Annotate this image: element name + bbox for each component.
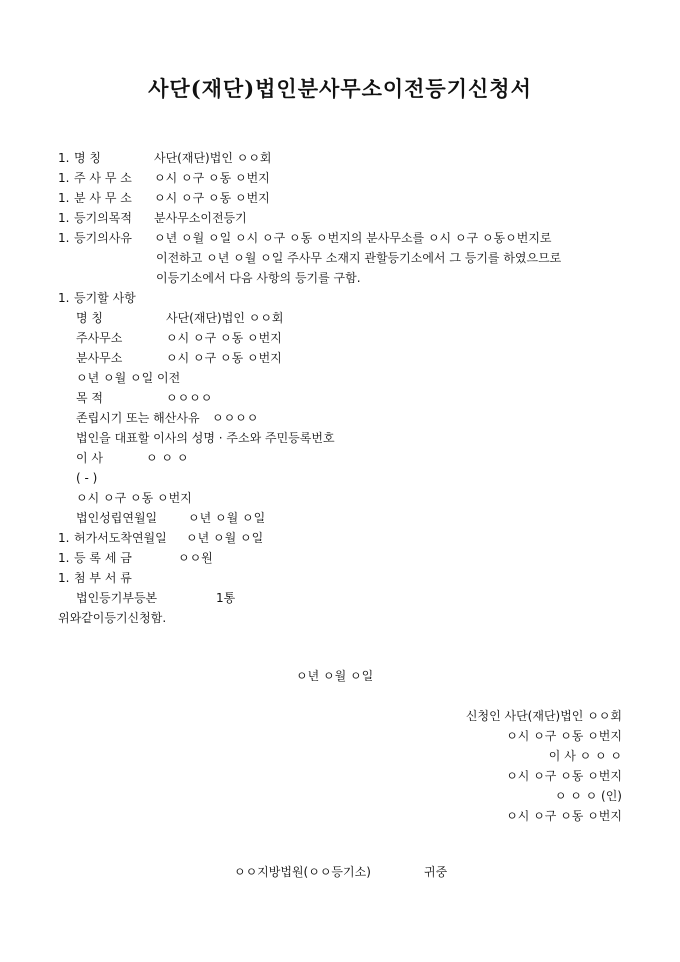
sub-value: ㅇ시 ㅇ구 ㅇ동 ㅇ번지: [166, 351, 282, 365]
director-seal: ㅇ ㅇ ㅇ (인): [554, 789, 622, 803]
document-title: 사단(재단)법인분사무소이전등기신청서: [148, 76, 532, 101]
sub-value: ㅇㅇㅇㅇ: [166, 391, 213, 405]
item-label: 등 록 세 금: [74, 551, 132, 565]
addressee-suffix: 귀중: [424, 865, 448, 879]
item-value: ㅇㅇ원: [178, 551, 213, 565]
item-label: 명 칭: [74, 151, 101, 165]
applicant-address: ㅇ시 ㅇ구 ㅇ동 ㅇ번지: [506, 729, 622, 743]
matters-purpose: [76, 392, 212, 404]
sub-label: 명 칭: [76, 311, 103, 325]
director-address: ㅇ시 ㅇ구 ㅇ동 ㅇ번지: [506, 769, 622, 783]
item-number: 1.: [58, 191, 70, 205]
item-value: 분사무소이전등기: [154, 211, 247, 225]
item-value: ㅇ시 ㅇ구 ㅇ동 ㅇ번지: [154, 191, 270, 205]
sub-label: 법인성립연월일: [76, 511, 158, 525]
item-number: 1.: [58, 171, 70, 185]
item-registration-fee: [58, 552, 213, 564]
matters-director: [76, 452, 188, 464]
attachment-count: 1통: [216, 591, 236, 605]
matters-name: [76, 312, 284, 324]
reason-continuation: 이전하고 ㅇ년 ㅇ월 ㅇ일 주사무 소재지 관할등기소에서 그 등기를 하였으므로: [156, 251, 562, 265]
reason-continuation: 이등기소에서 다음 사항의 등기를 구함.: [156, 271, 361, 285]
item-label: 분 사 무 소: [74, 191, 132, 205]
item-label: 첨 부 서 류: [74, 571, 132, 585]
item-value: ㅇ년 ㅇ월 ㅇ일: [186, 531, 264, 545]
sub-value: 사단(재단)법인 ㅇㅇ회: [166, 311, 284, 325]
item-number: 1.: [58, 531, 70, 545]
item-number: 1.: [58, 571, 70, 585]
item-label: 등기의사유: [74, 231, 132, 245]
matters-branch-office: [76, 352, 282, 364]
applicant-line: 신청인 사단(재단)법인 ㅇㅇ회: [465, 709, 622, 723]
matters-move-date: ㅇ년 ㅇ월 ㅇ일 이전: [76, 371, 181, 385]
item-branch-office: [58, 192, 270, 204]
item-main-office: [58, 172, 270, 184]
matters-main-office: [76, 332, 282, 344]
court-name: ㅇㅇ지방법원(ㅇㅇ등기소): [234, 865, 371, 879]
attachment-item: [76, 592, 235, 604]
item-value: ㅇ년 ㅇ월 ㅇ일 ㅇ시 ㅇ구 ㅇ동 ㅇ번지의 분사무소를 ㅇ시 ㅇ구 ㅇ동ㅇ번지로: [154, 231, 552, 245]
sub-value: ㅇ ㅇ ㅇ: [146, 451, 189, 465]
matters-heading: [58, 292, 136, 304]
matters-director-address: ㅇ시 ㅇ구 ㅇ동 ㅇ번지: [76, 491, 192, 505]
sub-value: ㅇ시 ㅇ구 ㅇ동 ㅇ번지: [166, 331, 282, 345]
attachment-name: 법인등기부등본: [76, 591, 158, 605]
item-permit-date: [58, 532, 263, 544]
item-number: 1.: [58, 211, 70, 225]
sub-label: 주사무소: [76, 331, 123, 345]
item-number: 1.: [58, 151, 70, 165]
item-attachments: [58, 572, 132, 584]
item-label: 등기의목적: [74, 211, 132, 225]
applicant-director: 이 사 ㅇ ㅇ ㅇ: [548, 749, 622, 763]
item-name: [58, 152, 272, 164]
item-number: 1.: [58, 231, 70, 245]
item-label: 등기할 사항: [74, 291, 136, 305]
addressee: [234, 866, 447, 878]
closing-statement: 위와같이등기신청함.: [58, 611, 167, 625]
sub-value: ㅇㅇㅇㅇ: [212, 411, 259, 425]
matters-resident-number: ( - ): [76, 471, 98, 485]
application-date: ㅇ년 ㅇ월 ㅇ일: [296, 669, 374, 683]
item-number: 1.: [58, 291, 70, 305]
item-value: ㅇ시 ㅇ구 ㅇ동 ㅇ번지: [154, 171, 270, 185]
director-address-2: ㅇ시 ㅇ구 ㅇ동 ㅇ번지: [506, 809, 622, 823]
sub-label: 존립시기 또는 해산사유: [76, 411, 200, 425]
item-purpose: [58, 212, 247, 224]
sub-label: 목 적: [76, 391, 103, 405]
item-number: 1.: [58, 551, 70, 565]
sub-label: 분사무소: [76, 351, 123, 365]
item-value: 사단(재단)법인 ㅇㅇ회: [154, 151, 272, 165]
item-label: 주 사 무 소: [74, 171, 132, 185]
matters-rep-heading: 법인을 대표할 이사의 성명 · 주소와 주민등록번호: [76, 431, 335, 445]
item-label: 허가서도착연월일: [74, 531, 167, 545]
sub-label: 이 사: [76, 451, 103, 465]
sub-value: ㅇ년 ㅇ월 ㅇ일: [188, 511, 266, 525]
matters-duration: [76, 412, 258, 424]
matters-establish-date: [76, 512, 265, 524]
item-reason: [58, 232, 552, 244]
